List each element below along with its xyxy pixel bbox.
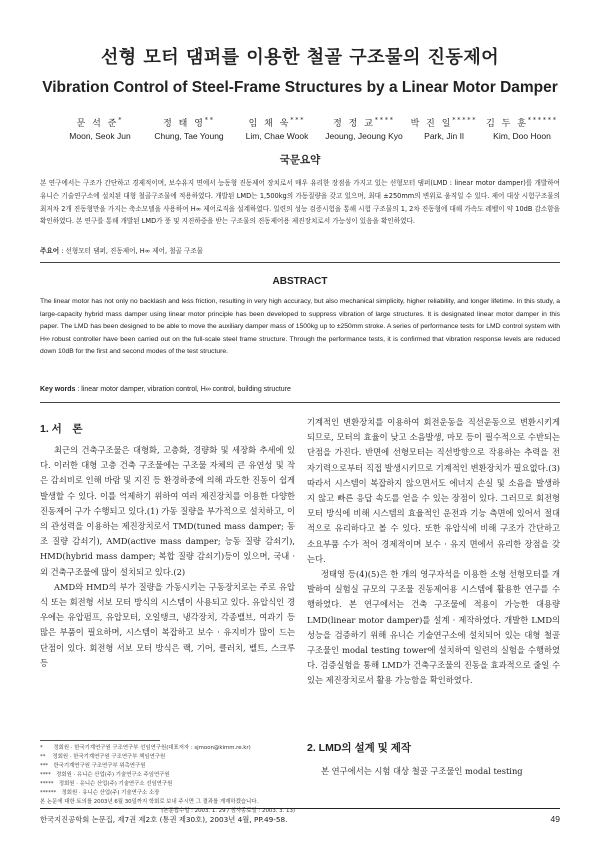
author-name-ko: 문 석 준: [76, 119, 119, 129]
paragraph: 정태영 등(4)(5)은 한 개의 영구자석을 이용한 소형 선형모터를 개발하여 실험실 규모의 구조물 진동제어용 시스템에 활용한 연구를 수행하였다. 본 연구에서는 건축 구조물에 적용이 가능한 대용량 LMD(linear motor damper)를 설계 · 제작하였다. 개발한 LMD의 성능을 검증하기 위해 유니슨 기술연구소에 설치되어 있는 대형 철골 구조물인 modal testing tower에 설치하여 일련의 실험을 수행하였다. 검증실험을 통해 LMD가 건축구조물의 진동을 효과적으로 줄일 수 있는 제진장치로서 활용 가능함을 확인하였다.: [307, 569, 560, 686]
footer-journal: 한국지진공학회 논문집, 제7권 제2호 (통권 제30호), 2003년 4월, PP.49-58.: [40, 815, 288, 824]
author-name-en: Jeoung, Jeoung Kyo: [325, 131, 403, 141]
author-mark: *****: [452, 117, 478, 124]
page-number: 49: [550, 814, 560, 824]
author-name-en: Moon, Seok Jun: [69, 131, 131, 141]
footnote: *** 한국기계연구원 구조연구부 위촉연구원: [40, 763, 146, 769]
author-mark: *: [118, 117, 124, 124]
divider: [40, 402, 560, 403]
author-name-en: Chung, Tae Young: [154, 131, 224, 141]
title-english: Vibration Control of Steel-Frame Structures by a Linear Motor Damper: [42, 79, 558, 96]
footnote-rule: [40, 740, 160, 741]
paragraph: 본 연구에서는 시험 대상 철골 구조물인 modal testing: [321, 766, 523, 776]
section-2-start: [307, 764, 560, 779]
right-column: [307, 415, 560, 689]
author-mark: ****: [374, 117, 395, 124]
footnote: ****** 정회원 · 유니슨 산업(주) 기술연구소 소장: [40, 790, 160, 796]
footnote: 본 논문에 대한 토의를 2003년 6월 30일까지 학회로 보내 주시면 그 결과를 게재하겠습니다.: [40, 799, 259, 805]
divider: [40, 262, 560, 263]
keywords-en-label: Key words: [40, 386, 76, 393]
footnote: ***** 정회원 · 유니슨 산업(주) 기술연구소 선임연구원: [40, 781, 173, 787]
keywords-ko-label: 주요어: [40, 247, 60, 255]
footnote: **** 정회원 · 유니슨 산업(주) 기술연구소 주임연구원: [40, 772, 170, 778]
footnotes: [40, 744, 295, 816]
section-2-title: 2. LMD의 설계 및 제작: [307, 742, 412, 754]
abstract-en-heading: ABSTRACT: [272, 276, 328, 287]
paragraph: 기계적인 변환장치를 이용하여 회전운동을 직선운동으로 변환시키게 되므로, 모터의 효율이 낮고 소음발생, 마모 등이 필수적으로 수반되는 단점을 가진다. 반면에 선형모터는 직선방향으로 작용하는 추력을 전자기력으로부터 직접 발생시키므로 기계적인 변환장치가 필요없다.(3) 따라서 시스템이 복잡하지 않으면서도 에너지 손실 및 소음을 발생하지 않고 빠른 응답 속도를 얻을 수 있는 장점이 있다. 그러므로 회전형 모터 방식에 비해 시스템의 효율적인 운전과 기능 측면에 있어서 절대적으로 유리하다고 볼 수 있다. 또한 유압식에 비해 구조가 간단하고 소요부품 수가 적어 경제적이며 보수 · 유지 면에서 유리한 장점을 갖는다.: [307, 417, 560, 564]
author-name-en: Lim, Chae Wook: [245, 131, 309, 141]
footnote: ** 정회원 · 한국기계연구원 구조연구부 책임연구원: [40, 754, 166, 760]
footnote: (논문접수일 : 2003. 1. 29 / 심사종료일 : 2003. 3. 13): [161, 808, 295, 814]
author-name-ko: 정 태 영: [163, 119, 205, 129]
keywords-ko-list: : 선형모터 댐퍼, 진동제어, H∞ 제어, 철골 구조물: [61, 247, 204, 255]
author-name-ko: 임 채 욱: [248, 119, 291, 129]
author-name-ko: 김 두 훈: [486, 119, 528, 129]
footnote: * 정회원 · 한국기계연구원 구조연구부 선임연구원(대표저자 : sjmoon@kimm.re.kr): [40, 745, 251, 751]
author-name-ko: 정 정 교: [333, 119, 375, 129]
author-mark: **: [204, 117, 215, 124]
author-mark: ***: [290, 117, 306, 124]
keywords-en: [40, 384, 560, 396]
paragraph: AMD와 HMD의 부가 질량을 가동시키는 구동장치로는 주로 유압식 또는 회전형 서보 모터 방식의 시스템이 사용되고 있다. 유압식인 경우에는 유압펌프, 유압모터, 오일탱크, 냉각장치, 각종밸브, 여과기 등 많은 부품이 필요하며, 시스템이 복잡하고 보수 · 유지비가 많이 드는 단점이 있다. 회전형 서보 모터 방식은 랙, 기어, 클러치, 벨트, 스크루 등: [40, 581, 295, 668]
keywords-en-list: : linear motor damper, vibration control, H∞ control, building structure: [77, 386, 291, 393]
author-6: [467, 115, 577, 142]
author-name-ko: 박 진 일: [410, 119, 453, 129]
paragraph: 최근의 건축구조물은 대형화, 고층화, 경량화 및 세장화 추세에 있다. 이러한 대형 고층 건축 구조물에는 구조물 자체의 큰 유연성 및 작은 감쇠비로 인해 바람 및 지진 등 환경하중에 의해 과도한 진동이 쉽게 발생할 수 있다. 이를 억제하기 위하여 여러 제진장치를 이용한 다양한 진동제어 구가 수행되고 있다.(1) 가동 질량을 부가적으로 설치하고, 이의 관성력을 이용하는 제진장치로서 TMD(tuned mass damper; 동조 질량 감쇠기), AMD(active mass damper; 능동 질량 감쇠기), HMD(hybrid mass damper; 복합 질량 감쇠기)등이 있으며, 국내 · 외 건축구조물에 많이 설치되고 있다.(2): [40, 445, 295, 577]
abstract-ko-heading: 국문요약: [279, 154, 321, 166]
author-name-en: Park, Jin Il: [424, 131, 464, 141]
keywords-ko: [40, 245, 560, 257]
left-column: [40, 443, 295, 671]
author-name-en: Kim, Doo Hoon: [493, 131, 551, 141]
abstract-ko-text: 본 연구에서는 구조가 간단하고 경제적이며, 보수유지 면에서 능동형 진동제어 장치로서 매우 유리한 장점을 가지고 있는 선형모터 댐퍼(LMD : linear motor damper)를 개발하여 유니슨 기술연구소에 설치된 대형 철골구조물에 적용하였다. 개발된 LMD는 1,500kg의 가동질량을 갖고 있으며, 최대 ±250mm의 변위로 움직일 수 있다. 제어 대상 시험구조물의 최저차 2개 진동형만을 가지는 축소모델을 사용하여 H∞ 제어로직을 설계하였다. 일련의 성능 검증시험을 통해 시험 구조물의 1, 2차 진동형에 대해 가속도 레벨이 약 10dB 감소함을 확인하였다. 본 연구를 통해 개발된 LMD가 풍 및 지진하중을 받는 구조물의 진동제어용 제진장치로서 가능성이 있음을 확인하였다.: [40, 179, 560, 226]
author-mark: ******: [527, 117, 558, 124]
abstract-en-text: The linear motor has not only no backlash and less friction, resulting in very high accuracy, but also mechanical simplicity, higher reliability, and longer lifetime. In this study, a large-capacity hybrid mass damper using linear motor principle has been developed to suppress vibration of large structures. It is designated linear motor damper in this paper. The LMD has been designed to be able to move the auxiliary damper mass of 1500kg up to ±250mm stroke. A series of performance tests for LMD control system with H∞ robust controller have been carried out on the full-scale steel frame structure. Through the performance tests, it is confirmed that vibration response levels are reduced down 10dB for the first and second modes of the test structure.: [40, 298, 560, 356]
section-1-title: 1. 서 론: [40, 423, 83, 435]
title-korean: 선형 모터 댐퍼를 이용한 철골 구조물의 진동제어: [100, 47, 500, 68]
footer-rule: [40, 808, 560, 809]
